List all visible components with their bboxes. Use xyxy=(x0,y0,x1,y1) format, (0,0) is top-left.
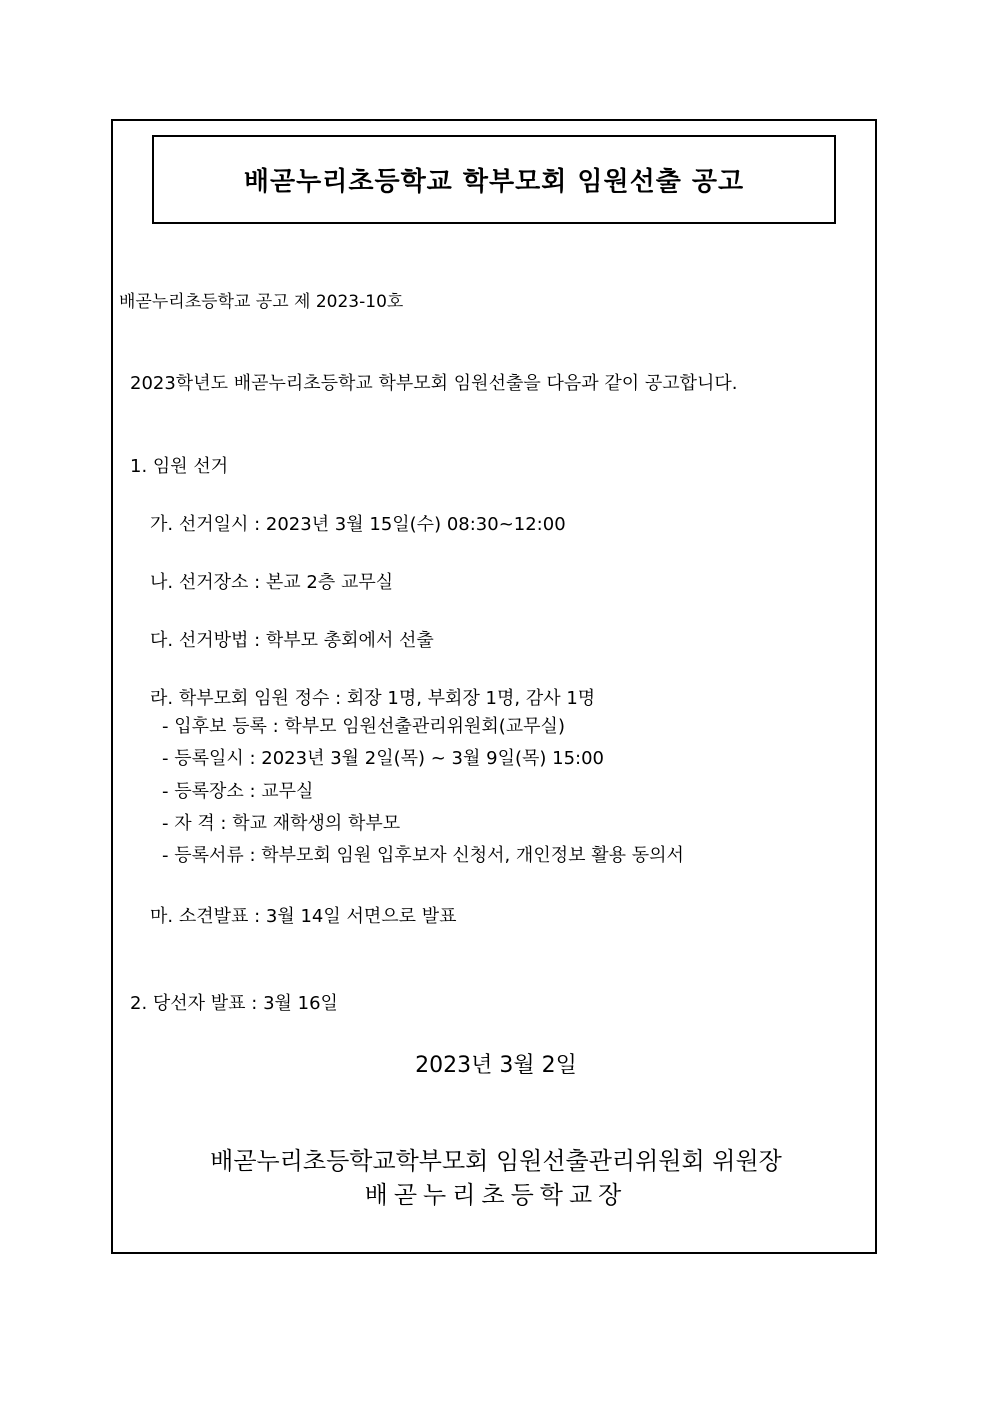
notice-date: 2023년 3월 2일 xyxy=(415,1053,577,1078)
section1-heading: 1. 임원 선거 xyxy=(130,456,229,477)
candidate-registration: - 입후보 등록 : 학부모 임원선출관리위원회(교무실) xyxy=(162,716,565,737)
registration-documents: - 등록서류 : 학부모회 임원 입후보자 신청서, 개인정보 활용 동의서 xyxy=(162,845,684,866)
registration-place: - 등록장소 : 교무실 xyxy=(162,781,314,802)
section2-heading: 2. 당선자 발표 : 3월 16일 xyxy=(130,993,338,1014)
signer-committee: 배곧누리초등학교학부모회 임원선출관리위원회 위원장 xyxy=(210,1147,782,1175)
document-title: 배곧누리초등학교 학부모회 임원선출 공고 xyxy=(243,167,745,197)
notice-number: 배곧누리초등학교 공고 제 2023-10호 xyxy=(119,292,404,312)
election-method: 다. 선거방법 : 학부모 총회에서 선출 xyxy=(150,630,434,651)
eligibility: - 자 격 : 학교 재학생의 학부모 xyxy=(162,813,401,834)
title-box xyxy=(152,135,836,224)
registration-date: - 등록일시 : 2023년 3월 2일(목) ~ 3월 9일(목) 15:00 xyxy=(162,748,604,769)
election-date: 가. 선거일시 : 2023년 3월 15일(수) 08:30~12:00 xyxy=(150,514,566,535)
signer-school: 배곧누리초등학교장 xyxy=(364,1181,628,1209)
officer-quota: 라. 학부모회 임원 정수 : 회장 1명, 부회장 1명, 감사 1명 xyxy=(150,688,596,709)
document-frame xyxy=(111,119,877,1254)
intro-text: 2023학년도 배곧누리초등학교 학부모회 임원선출을 다음과 같이 공고합니다. xyxy=(130,373,738,394)
election-place: 나. 선거장소 : 본교 2층 교무실 xyxy=(150,572,394,593)
opinion-presentation: 마. 소견발표 : 3월 14일 서면으로 발표 xyxy=(150,906,457,927)
